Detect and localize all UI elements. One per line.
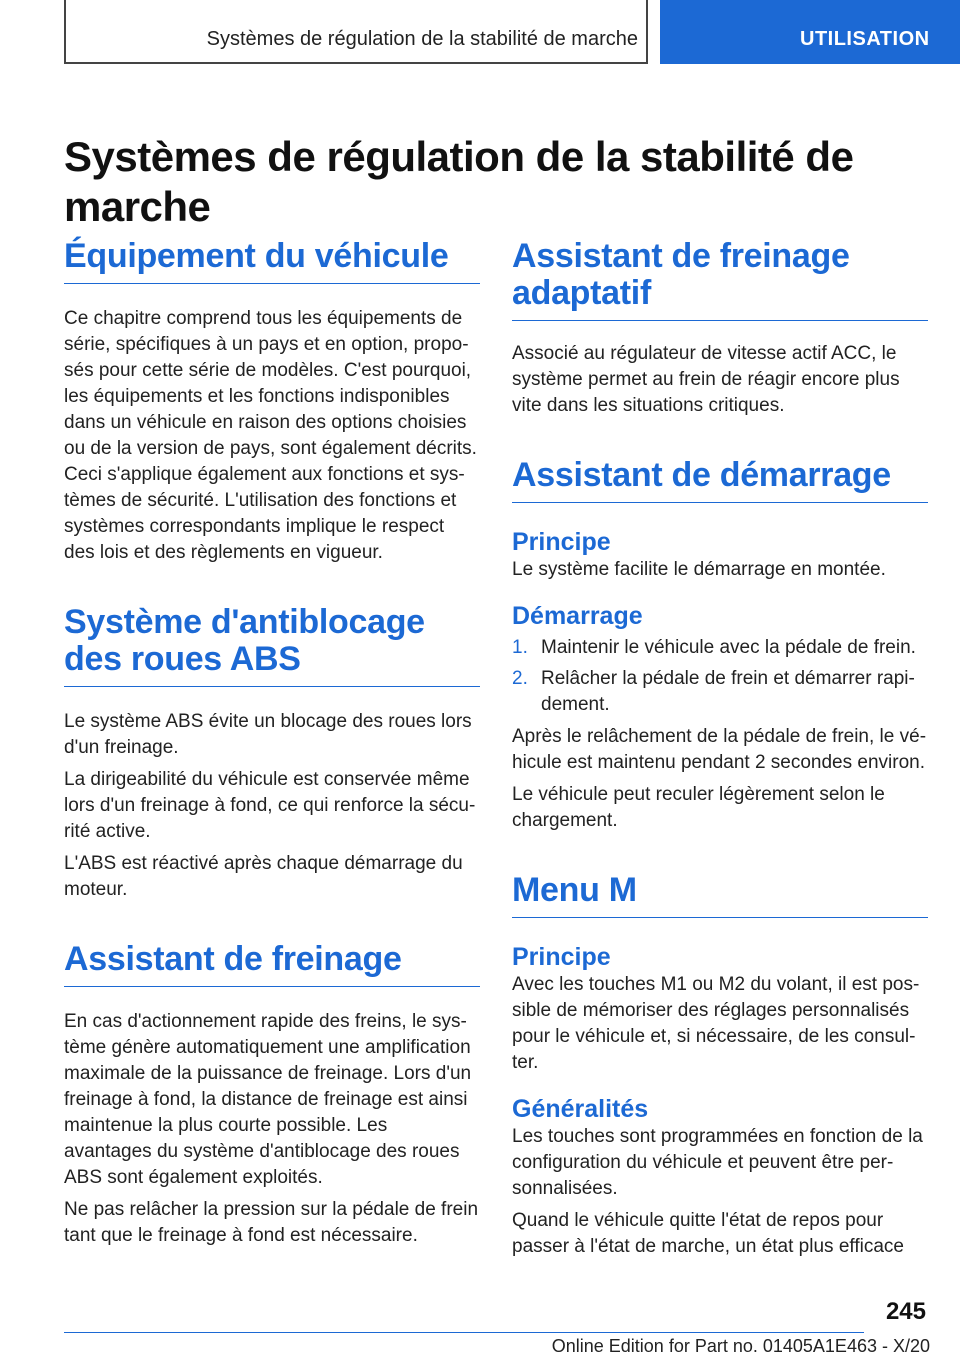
heading-equipement: Équipement du véhicule <box>64 238 480 284</box>
step-number: 2. <box>512 668 528 689</box>
demarrage-paragraph-2: Le véhicule peut reculer légèrement selon le chargement. <box>512 784 885 831</box>
right-column <box>512 238 928 1260</box>
generalites-paragraph-2: Quand le véhicule quitte l'état de repos pour passer à l'état de marche, un état plus efficace <box>512 1210 904 1257</box>
footer-divider <box>64 1332 864 1333</box>
heading-freinage-adaptatif: Assistant de freinage adaptatif <box>512 238 928 321</box>
freinage-adaptatif-body: Associé au régulateur de vitesse actif ACC, le système permet au frein de réagir encore plus vite dans les situations critiques. <box>512 343 900 416</box>
heading-abs: Système d'antiblocage des roues ABS <box>64 604 480 687</box>
principe-menu-m-body: Avec les touches M1 ou M2 du volant, il est possible de mémoriser des réglages personnalisés pour le véhicule et, si nécessaire, de les consulter. <box>512 974 920 1073</box>
header-chapter-title: Systèmes de régulation de la stabilité de marche <box>206 28 638 50</box>
equipement-body: Ce chapitre comprend tous les équipements de série, spécifiques à un pays et en option, proposés pour cette série de modèles. C'est pourquoi, les équipements et les fonctions indisponibles dans un véhicule en raison des options choisies ou de la version de pays, sont également décrits. Ceci s'applique également aux fonctions et systèmes de sécurité. L'utilisation des fonctions et systèmes correspondants implique le respect des lois et des règlements en vigueur. <box>64 308 477 563</box>
page-title: Systèmes de régulation de la stabilité de marche <box>64 133 854 231</box>
generalites-paragraph-1: Les touches sont programmées en fonction de la configuration du véhicule et peuvent être personnalisées. <box>512 1126 923 1199</box>
heading-demarrage: Démarrage <box>512 602 643 630</box>
left-column <box>64 238 480 1249</box>
heading-principe-demarrage: Principe <box>512 528 611 556</box>
list-item <box>512 666 928 718</box>
freinage-paragraph-2: Ne pas relâcher la pression sur la pédale de frein tant que le freinage à fond est nécessaire. <box>64 1199 479 1246</box>
step-text: Relâcher la pédale de frein et démarrer rapidement. <box>541 668 915 715</box>
step-number: 1. <box>512 637 528 658</box>
heading-assistant-demarrage: Assistant de démarrage <box>512 457 928 503</box>
page-number: 245 <box>885 1298 926 1325</box>
demarrage-steps <box>512 635 928 718</box>
heading-menu-m: Menu M <box>512 872 928 918</box>
list-item <box>512 635 928 661</box>
abs-paragraph-2: La dirigeabilité du véhicule est conservée même lors d'un freinage à fond, ce qui renforce la sécurité active. <box>64 769 476 842</box>
footer-edition: Online Edition for Part no. 01405A1E463 - X/20 <box>551 1336 930 1356</box>
freinage-paragraph-1: En cas d'actionnement rapide des freins, le système génère automatiquement une amplification maximale de la puissance de freinage. Lors d'un freinage à fond, la distance de freinage est ainsi maintenue la plus courte possible. Les avantages du système d'antiblocage des roues ABS sont également exploités. <box>64 1011 472 1188</box>
step-text: Maintenir le véhicule avec la pédale de frein. <box>541 637 916 658</box>
abs-paragraph-3: L'ABS est réactivé après chaque démarrage du moteur. <box>64 853 463 900</box>
abs-paragraph-1: Le système ABS évite un blocage des roues lors d'un freinage. <box>64 711 472 758</box>
header-section-tab: UTILISATION <box>660 0 960 64</box>
heading-assistant-freinage: Assistant de freinage <box>64 941 480 987</box>
principe-demarrage-body: Le système facilite le démarrage en montée. <box>512 559 886 580</box>
heading-principe-menu-m: Principe <box>512 943 611 971</box>
heading-generalites: Généralités <box>512 1095 649 1123</box>
demarrage-paragraph-1: Après le relâchement de la pédale de frein, le véhicule est maintenu pendant 2 secondes environ. <box>512 726 927 773</box>
